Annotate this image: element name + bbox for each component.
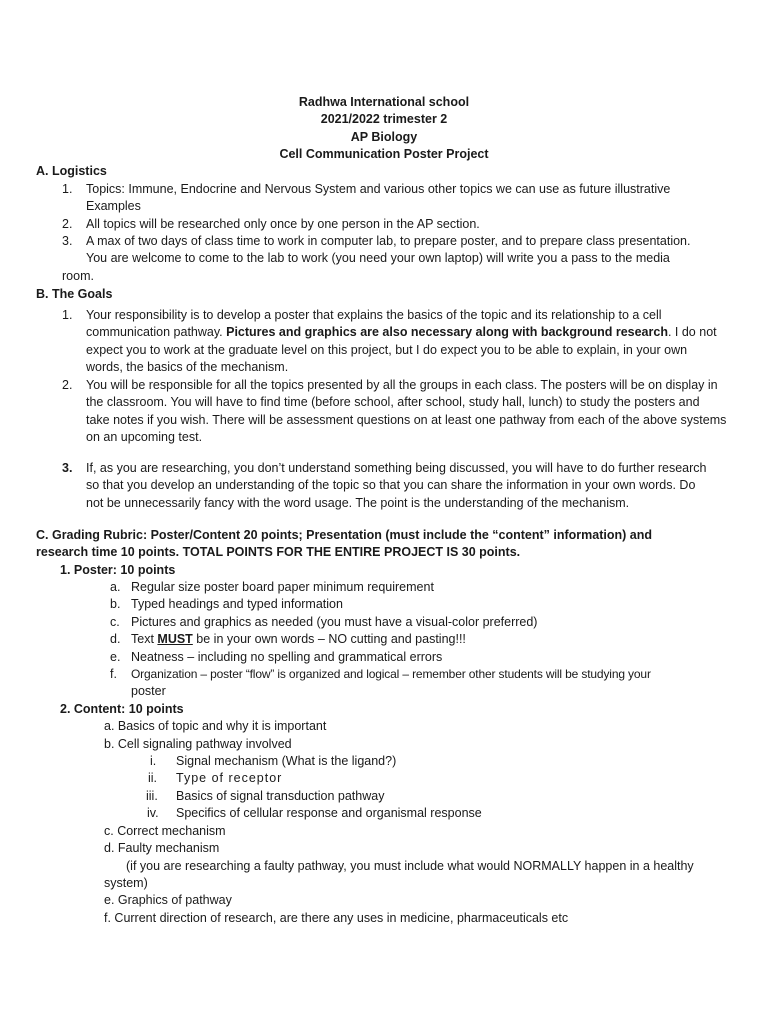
poster-b-text: Typed headings and typed information xyxy=(131,597,343,611)
poster-f-line1: Organization – poster “flow” is organized and logical – remember other students will be studying your xyxy=(131,667,651,681)
logistics-1-line1: Topics: Immune, Endocrine and Nervous System and various other topics we can use as future illustrative xyxy=(86,182,671,196)
logistics-1-num: 1. xyxy=(62,182,73,196)
section-a-heading: A. Logistics xyxy=(36,164,107,178)
content-e: e. Graphics of pathway xyxy=(104,893,232,907)
content-c: c. Correct mechanism xyxy=(104,824,226,838)
goal-1-num: 1. xyxy=(62,308,73,322)
logistics-2-num: 2. xyxy=(62,217,73,231)
goal-1-line2-start: communication pathway. xyxy=(86,325,227,339)
content-d-note-line1: (if you are researching a faulty pathway, you must include what would NORMALLY happen in a healthy xyxy=(126,859,694,873)
goal-1-line2 xyxy=(86,324,717,341)
project-title: Cell Communication Poster Project xyxy=(279,147,489,161)
poster-d-marker: d. xyxy=(110,632,121,646)
poster-c-text: Pictures and graphics as needed (you must have a visual-color preferred) xyxy=(131,615,538,629)
content-b-iii-text: Basics of signal transduction pathway xyxy=(176,789,385,803)
poster-heading: 1. Poster: 10 points xyxy=(60,563,176,577)
content-a: a. Basics of topic and why it is important xyxy=(104,719,327,733)
content-heading: 2. Content: 10 points xyxy=(60,702,184,716)
goal-1-line4: words, the basics of the mechanism. xyxy=(86,360,289,374)
logistics-3-line1: A max of two days of class time to work in computer lab, to prepare poster, and to prepare class presentation. xyxy=(86,234,691,248)
poster-a-text: Regular size poster board paper minimum requirement xyxy=(131,580,434,594)
goal-3-line1: If, as you are researching, you don’t understand something being discussed, you will have to do further research xyxy=(86,461,707,475)
section-b-heading: B. The Goals xyxy=(36,287,113,301)
content-b-i-marker: i. xyxy=(150,754,157,768)
rubric-heading-line2: research time 10 points. TOTAL POINTS FOR THE ENTIRE PROJECT IS 30 points. xyxy=(36,545,521,559)
goal-2-num: 2. xyxy=(62,378,73,392)
content-b: b. Cell signaling pathway involved xyxy=(104,737,292,751)
logistics-1-line2: Examples xyxy=(86,199,141,213)
goal-2-line2: the classroom. You will have to find time (before school, after school, study hall, lunch) to study the posters and xyxy=(86,395,700,409)
goal-3-num: 3. xyxy=(62,461,73,475)
goal-3-line2: so that you develop an understanding of the topic so that you can share the information in your own words. Do xyxy=(86,478,696,492)
school-name: Radhwa International school xyxy=(298,95,470,109)
goal-1-line2-end: . I do not xyxy=(667,325,717,339)
goal-2-line4: on an upcoming test. xyxy=(86,430,203,444)
goal-3-line3: not be unnecessarily fancy with the word usage. The point is the understanding of the mechanism. xyxy=(86,496,630,510)
poster-f-marker: f. xyxy=(110,667,117,681)
logistics-2-line1: All topics will be researched only once by one person in the AP section. xyxy=(86,217,480,231)
logistics-3-line3: room. xyxy=(62,269,94,283)
poster-d-text-end: be in your own words – NO cutting and pasting!!! xyxy=(192,632,466,646)
poster-e-text: Neatness – including no spelling and grammatical errors xyxy=(131,650,443,664)
course-title: AP Biology xyxy=(350,130,418,144)
content-b-ii-marker: ii. xyxy=(148,771,158,785)
goal-1-line3: expect you to work at the graduate level on this project, but I do expect you to be able to explain, in your own xyxy=(86,343,688,357)
content-b-ii-text: Type of receptor xyxy=(176,771,283,785)
content-f: f. Current direction of research, are there any uses in medicine, pharmaceuticals etc xyxy=(104,911,569,925)
content-d: d. Faulty mechanism xyxy=(104,841,220,855)
goal-1-line2-bold: Pictures and graphics are also necessary along with background research xyxy=(226,325,668,339)
poster-a-marker: a. xyxy=(110,580,121,594)
poster-d-text-start: Text xyxy=(131,632,158,646)
goal-2-line1: You will be responsible for all the topics presented by all the groups in each class. The posters will be on display in xyxy=(86,378,718,392)
poster-e-marker: e. xyxy=(110,650,121,664)
content-b-i-text: Signal mechanism (What is the ligand?) xyxy=(176,754,397,768)
poster-b-marker: b. xyxy=(110,597,121,611)
logistics-3-num: 3. xyxy=(62,234,73,248)
goal-2-line3: take notes if you wish. There will be assessment questions on at least one pathway from each of the above systems xyxy=(86,413,727,427)
poster-f-line2: poster xyxy=(131,684,166,698)
logistics-3-line2: You are welcome to come to the lab to work (you need your own laptop) will write you a pass to the media xyxy=(86,251,670,265)
poster-c-marker: c. xyxy=(110,615,120,629)
rubric-heading-line1: C. Grading Rubric: Poster/Content 20 points; Presentation (must include the “content” information) and xyxy=(36,528,653,542)
content-d-note-line2: system) xyxy=(104,876,148,890)
content-b-iv-marker: iv. xyxy=(147,806,159,820)
goal-1-line1: Your responsibility is to develop a poster that explains the basics of the topic and its relationship to a cell xyxy=(86,308,662,322)
content-b-iv-text: Specifics of cellular response and organismal response xyxy=(176,806,482,820)
school-year: 2021/2022 trimester 2 xyxy=(320,112,448,126)
poster-d-text-must: MUST xyxy=(157,632,193,646)
content-b-iii-marker: iii. xyxy=(146,789,158,803)
poster-d-text xyxy=(131,631,466,648)
